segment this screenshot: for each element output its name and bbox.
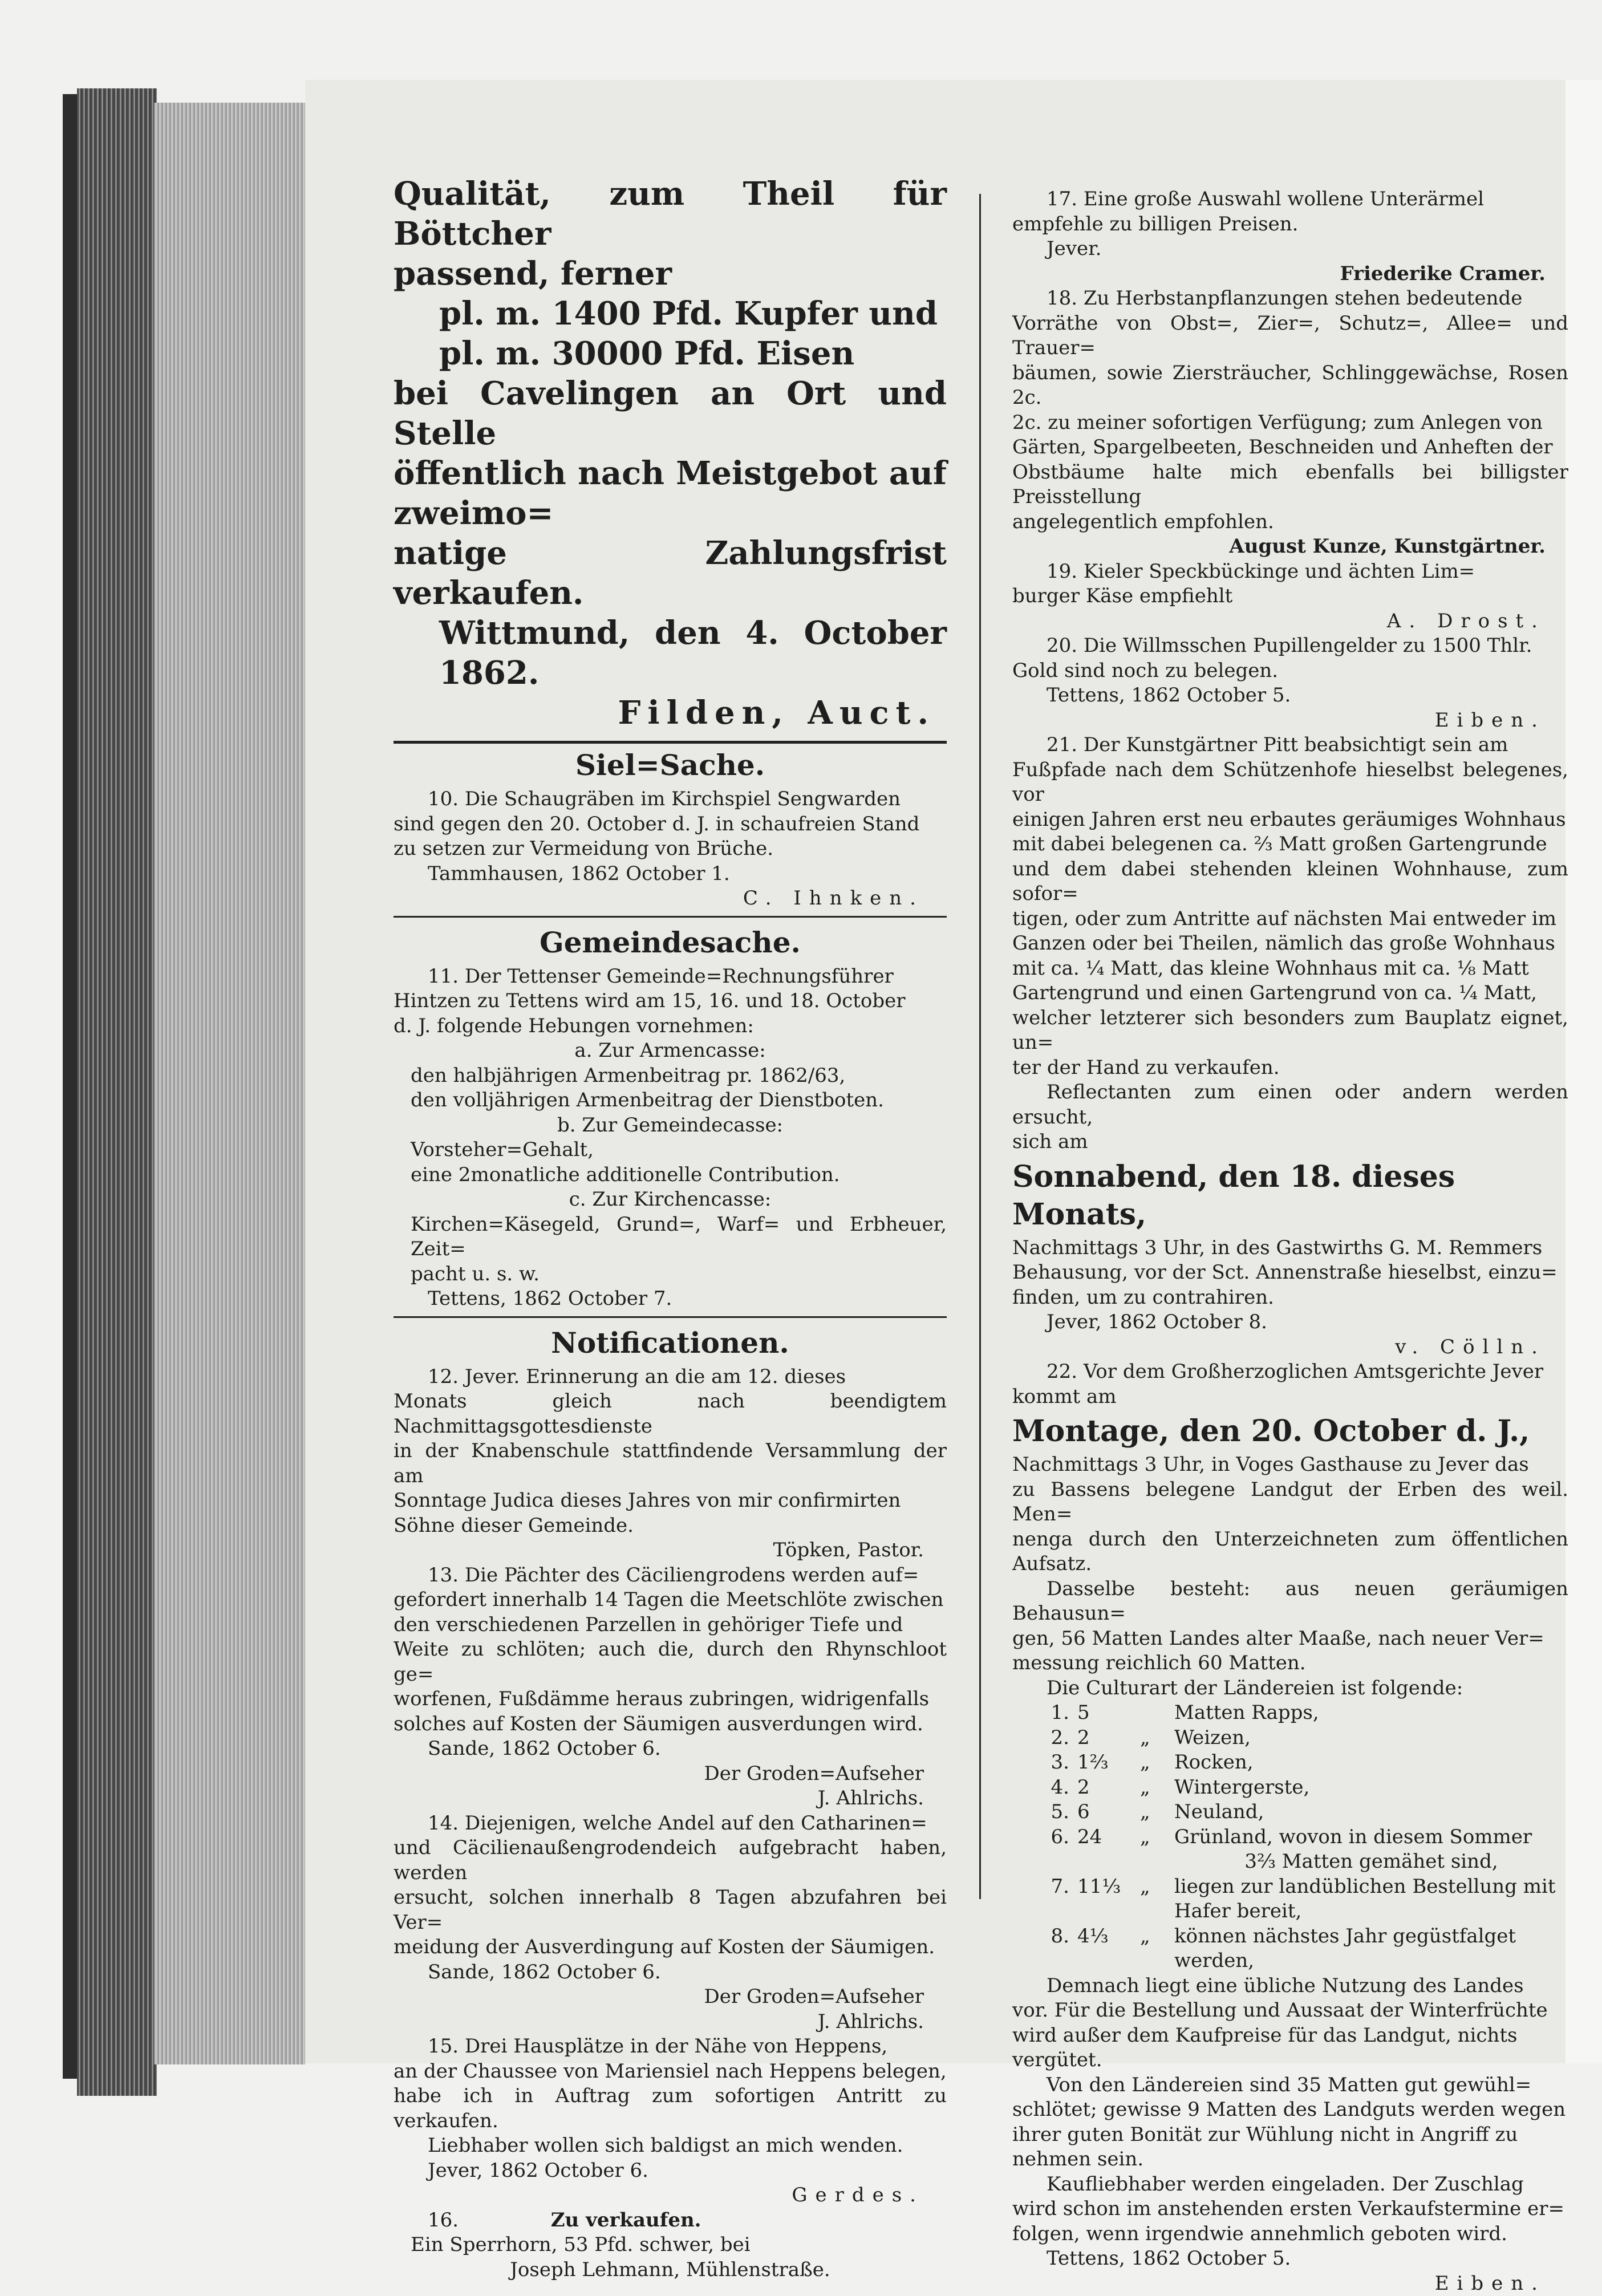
notice-line: einigen Jahren erst neu erbautes geräumiges Wohnhaus (1012, 808, 1568, 833)
notice-line: finden, um zu contrahiren. (1012, 1285, 1568, 1311)
notice-line: gefordert innerhalb 14 Tagen die Meetschlöte zwischen (394, 1588, 947, 1613)
notice-line: Tettens, 1862 October 5. (1012, 2246, 1568, 2271)
notice-line: 14. Diejenigen, welche Andel auf den Catharinen= (394, 1811, 947, 1836)
notice-line: zu setzen zur Vermeidung von Brüche. (394, 837, 947, 862)
intro-line: Wittmund, den 4. October 1862. (394, 613, 947, 693)
notice-line: 19. Kieler Speckbückinge und ächten Lim= (1012, 559, 1568, 585)
notice-line: Von den Ländereien sind 35 Matten gut gewühl= (1012, 2073, 1568, 2098)
notice-line: Jever. (1012, 237, 1568, 262)
notice-line: Söhne dieser Gemeinde. (394, 1514, 947, 1539)
section-rule (394, 741, 947, 744)
notice-line: den halbjährigen Armenbeitrag pr. 1862/63, (394, 1064, 947, 1089)
notice-line: b. Zur Gemeindecasse: (394, 1113, 947, 1138)
intro-signature: Filden, Auct. (394, 693, 947, 733)
notice-line: pacht u. s. w. (394, 1262, 947, 1287)
notice-line: Jever, 1862 October 6. (394, 2159, 947, 2184)
notice-signature: August Kunze, Kunstgärtner. (1012, 534, 1568, 559)
notice-line: sich am (1012, 1130, 1568, 1155)
section-rule (394, 1316, 947, 1318)
notice-line: Behausung, vor der Sct. Annenstraße hieselbst, einzu= (1012, 1260, 1568, 1285)
notice-line: wird schon im anstehenden ersten Verkaufstermine er= (1012, 2197, 1568, 2222)
crop-list (1012, 1701, 1568, 1974)
notice-line: Tettens, 1862 October 5. (1012, 683, 1568, 708)
notice-number: 16. (428, 2209, 459, 2232)
notice-line: in der Knabenschule stattfindende Versammlung der am (394, 1439, 947, 1488)
notice-line: Ein Sperrhorn, 53 Pfd. schwer, bei (394, 2233, 947, 2258)
notice-signature: Eiben. (1012, 708, 1568, 733)
page-right-margin (1566, 80, 1602, 2063)
notice-signature: A. Drost. (1012, 609, 1568, 634)
notice-line: ihrer guten Bonität zur Wühlung nicht in Angriff zu (1012, 2123, 1568, 2148)
list-item: 8. 4⅓ „ können nächstes Jahr gegüstfalget werden, (1012, 1924, 1568, 1974)
list-item: 7. 11⅓ „ liegen zur landüblichen Bestellung mit (1012, 1875, 1568, 1900)
notice-line: folgen, wenn irgendwie annehmlich geboten wird. (1012, 2222, 1568, 2247)
notice-signature: C. Ihnken. (394, 886, 947, 911)
notice-line: Sande, 1862 October 6. (394, 1960, 947, 1985)
notice-line: vor. Für die Bestellung und Aussaat der Winterfrüchte (1012, 1998, 1568, 2023)
notice-line: Der Groden=Aufseher (394, 1985, 947, 2010)
notice-signature: J. Ahlrichs. (394, 1786, 947, 1811)
notice-line: ter der Hand zu verkaufen. (1012, 1056, 1568, 1081)
notice-line: Sonntage Judica dieses Jahres von mir confirmirten (394, 1488, 947, 1514)
auction-date-heading: Montage, den 20. October d. J., (1012, 1413, 1568, 1450)
notice-line: zu Bassens belegene Landgut der Erben des weil. Men= (1012, 1478, 1568, 1527)
notice-line: Sande, 1862 October 6. (394, 1737, 947, 1762)
section-heading-gemeinde: Gemeindesache. (394, 924, 947, 961)
notice-line: ersucht, solchen innerhalb 8 Tagen abzufahren bei Ver= (394, 1885, 947, 1935)
notice-line: Jever, 1862 October 8. (1012, 1310, 1568, 1335)
notice-line: angelegentlich empfohlen. (1012, 510, 1568, 535)
column-divider (979, 194, 981, 1899)
notice-line: mit dabei belegenen ca. ⅔ Matt großen Gartengrunde (1012, 832, 1568, 857)
notice-line: 11. Der Tettenser Gemeinde=Rechnungsführer (394, 964, 947, 989)
notice-line: mit ca. ¼ Matt, das kleine Wohnhaus mit ca. ⅛ Matt (1012, 956, 1568, 981)
notice-line: messung reichlich 60 Matten. (1012, 1651, 1568, 1676)
notice-line: Dasselbe besteht: aus neuen geräumigen Behausun= (1012, 1577, 1568, 1626)
notice-line: 20. Die Willmsschen Pupillengelder zu 1500 Thlr. (1012, 634, 1568, 659)
notice-line: 18. Zu Herbstanpflanzungen stehen bedeutende (1012, 286, 1568, 311)
notice-line: Gartengrund und einen Gartengrund von ca. ¼ Matt, (1012, 981, 1568, 1006)
notice-line: Gold sind noch zu belegen. (1012, 659, 1568, 684)
notice-line: d. J. folgende Hebungen vornehmen: (394, 1014, 947, 1039)
notice-line: sind gegen den 20. October d. J. in schaufreien Stand (394, 812, 947, 837)
notice-line: 10. Die Schaugräben im Kirchspiel Sengwarden (394, 787, 947, 812)
list-item: 3. 1⅔ „ Rocken, (1012, 1750, 1568, 1775)
list-item: 6. 24 „ Grünland, wovon in diesem Sommer (1012, 1825, 1568, 1850)
notice-line: welcher letzterer sich besonders zum Bauplatz eignet, un= (1012, 1006, 1568, 1056)
notice-line: a. Zur Armencasse: (394, 1039, 947, 1064)
notice-signature: Eiben. (1012, 2271, 1568, 2296)
notice-line: 15. Drei Hausplätze in der Nähe von Heppens, (394, 2034, 947, 2059)
notice-signature: Gerdes. (394, 2183, 947, 2208)
left-column (394, 174, 947, 2282)
notice-line: Hintzen zu Tettens wird am 15, 16. und 18. October (394, 989, 947, 1014)
notice-line: wird außer dem Kaufpreise für das Landgut, nichts (1012, 2023, 1568, 2048)
notice-line: tigen, oder zum Antritte auf nächsten Mai entweder im (1012, 907, 1568, 932)
notice-signature: v. Cölln. (1012, 1335, 1568, 1360)
notice-line: Weite zu schlöten; auch die, durch den Rhynschloot ge= (394, 1637, 947, 1687)
notice-line: solches auf Kosten der Säumigen ausverdungen wird. (394, 1712, 947, 1737)
notice-line: den verschiedenen Parzellen in gehöriger Tiefe und (394, 1613, 947, 1638)
notice-line: 21. Der Kunstgärtner Pitt beabsichtigt sein am (1012, 733, 1568, 758)
notice-line: Vorräthe von Obst=, Zier=, Schutz=, Allee= und Trauer= (1012, 311, 1568, 361)
notice-line: Liebhaber wollen sich baldigst an mich wenden. (394, 2133, 947, 2159)
intro-line: pl. m. 1400 Pfd. Kupfer und (394, 294, 947, 334)
intro-line: Qualität, zum Theil für Böttcher (394, 174, 947, 254)
list-item: 1. 5 Matten Rapps, (1012, 1701, 1568, 1726)
notice-line: Nachmittags 3 Uhr, in des Gastwirths G. M. Remmers (1012, 1236, 1568, 1261)
notice-line: den volljährigen Armenbeitrag der Dienstboten. (394, 1088, 947, 1113)
right-column (1012, 187, 1568, 2296)
notice-line: gen, 56 Matten Landes alter Maaße, nach neuer Ver= (1012, 1626, 1568, 1652)
notice-line: Gärten, Spargelbeeten, Beschneiden und Anheften der (1012, 435, 1568, 460)
auction-date-heading: Sonnabend, den 18. dieses Monats, (1012, 1158, 1568, 1234)
notice-line: nehmen sein. (1012, 2147, 1568, 2172)
notice-line: kommt am (1012, 1385, 1568, 1410)
notice-line: Obstbäume halte mich ebenfalls bei billigster Preisstellung (1012, 460, 1568, 510)
page-edges (154, 103, 305, 2064)
notice-line: an der Chaussee von Mariensiel nach Heppens belegen, (394, 2059, 947, 2084)
notice-line: habe ich in Auftrag zum sofortigen Antritt zu verkaufen. (394, 2084, 947, 2133)
notice-line: 12. Jever. Erinnerung an die am 12. dieses (394, 1365, 947, 1390)
list-item: 2. 2 „ Weizen, (1012, 1726, 1568, 1751)
list-item: 5. 6 „ Neuland, (1012, 1800, 1568, 1825)
intro-line: passend, ferner (394, 254, 947, 294)
notice-line: schlötet; gewisse 9 Matten des Landguts werden wegen (1012, 2098, 1568, 2123)
notice-line: 22. Vor dem Großherzoglichen Amtsgerichte Jever (1012, 1360, 1568, 1385)
notice-line: Fußpfade nach dem Schützenhofe hieselbst belegenes, vor (1012, 758, 1568, 808)
notice-line: Kaufliebhaber werden eingeladen. Der Zuschlag (1012, 2172, 1568, 2197)
notice-heading: Zu verkaufen. (551, 2209, 701, 2232)
notice-line: vergütet. (1012, 2048, 1568, 2073)
notice-line: bäumen, sowie Ziersträucher, Schlinggewächse, Rosen 2c. (1012, 361, 1568, 411)
section-heading-notificationen: Notificationen. (394, 1325, 947, 1361)
notice-line: meidung der Ausverdingung auf Kosten der Säumigen. (394, 1935, 947, 1960)
list-item: Hafer bereit, (1012, 1899, 1568, 1924)
notice-line: empfehle zu billigen Preisen. (1012, 212, 1568, 237)
notice-line: und dem dabei stehenden kleinen Wohnhause, zum sofor= (1012, 857, 1568, 907)
notice-line: nenga durch den Unterzeichneten zum öffentlichen Aufsatz. (1012, 1527, 1568, 1577)
intro-line: natige Zahlungsfrist verkaufen. (394, 533, 947, 613)
section-rule (394, 916, 947, 918)
notice-line: worfenen, Fußdämme heraus zubringen, widrigenfalls (394, 1687, 947, 1712)
list-item: 3⅔ Matten gemähet sind, (1012, 1849, 1568, 1875)
notice-line: Monats gleich nach beendigtem Nachmittagsgottesdienste (394, 1389, 947, 1439)
intro-line: bei Cavelingen an Ort und Stelle (394, 374, 947, 453)
notice-signature: Friederike Cramer. (1012, 262, 1568, 287)
list-item: 4. 2 „ Wintergerste, (1012, 1775, 1568, 1800)
notice-line: Der Groden=Aufseher (394, 1762, 947, 1787)
notice-signature: Töpken, Pastor. (394, 1538, 947, 1563)
notice-line: eine 2monatliche additionelle Contribution. (394, 1163, 947, 1188)
notice-line: 17. Eine große Auswahl wollene Unterärmel (1012, 187, 1568, 212)
notice-line: Nachmittags 3 Uhr, in Voges Gasthause zu Jever das (1012, 1453, 1568, 1478)
notice-line: Vorsteher=Gehalt, (394, 1138, 947, 1163)
notice-line: burger Käse empfiehlt (1012, 584, 1568, 609)
notice-line: 2c. zu meiner sofortigen Verfügung; zum Anlegen von (1012, 411, 1568, 436)
notice-line: Tettens, 1862 October 7. (394, 1287, 947, 1312)
intro-line: öffentlich nach Meistgebot auf zweimo= (394, 453, 947, 533)
notice-line: 13. Die Pächter des Cäciliengrodens werden auf= (394, 1563, 947, 1588)
notice-line: und Cäcilienaußengrodendeich aufgebracht haben, werden (394, 1836, 947, 1885)
notice-line: Kirchen=Käsegeld, Grund=, Warf= und Erbheuer, Zeit= (394, 1212, 947, 1262)
notice-line: Ganzen oder bei Theilen, nämlich das große Wohnhaus (1012, 931, 1568, 956)
section-heading-siel: Siel=Sache. (394, 747, 947, 784)
notice-signature: Joseph Lehmann, Mühlenstraße. (394, 2258, 947, 2283)
notice-line (394, 2208, 947, 2233)
intro-line: pl. m. 30000 Pfd. Eisen (394, 334, 947, 374)
notice-line: Demnach liegt eine übliche Nutzung des Landes (1012, 1974, 1568, 1999)
notice-line: Tammhausen, 1862 October 1. (394, 862, 947, 887)
notice-line: c. Zur Kirchencasse: (394, 1187, 947, 1212)
book-spine (77, 88, 157, 2096)
notice-line: Die Culturart der Ländereien ist folgende: (1012, 1676, 1568, 1701)
notice-line: Reflectanten zum einen oder andern werden ersucht, (1012, 1080, 1568, 1130)
notice-signature: J. Ahlrichs. (394, 2010, 947, 2035)
